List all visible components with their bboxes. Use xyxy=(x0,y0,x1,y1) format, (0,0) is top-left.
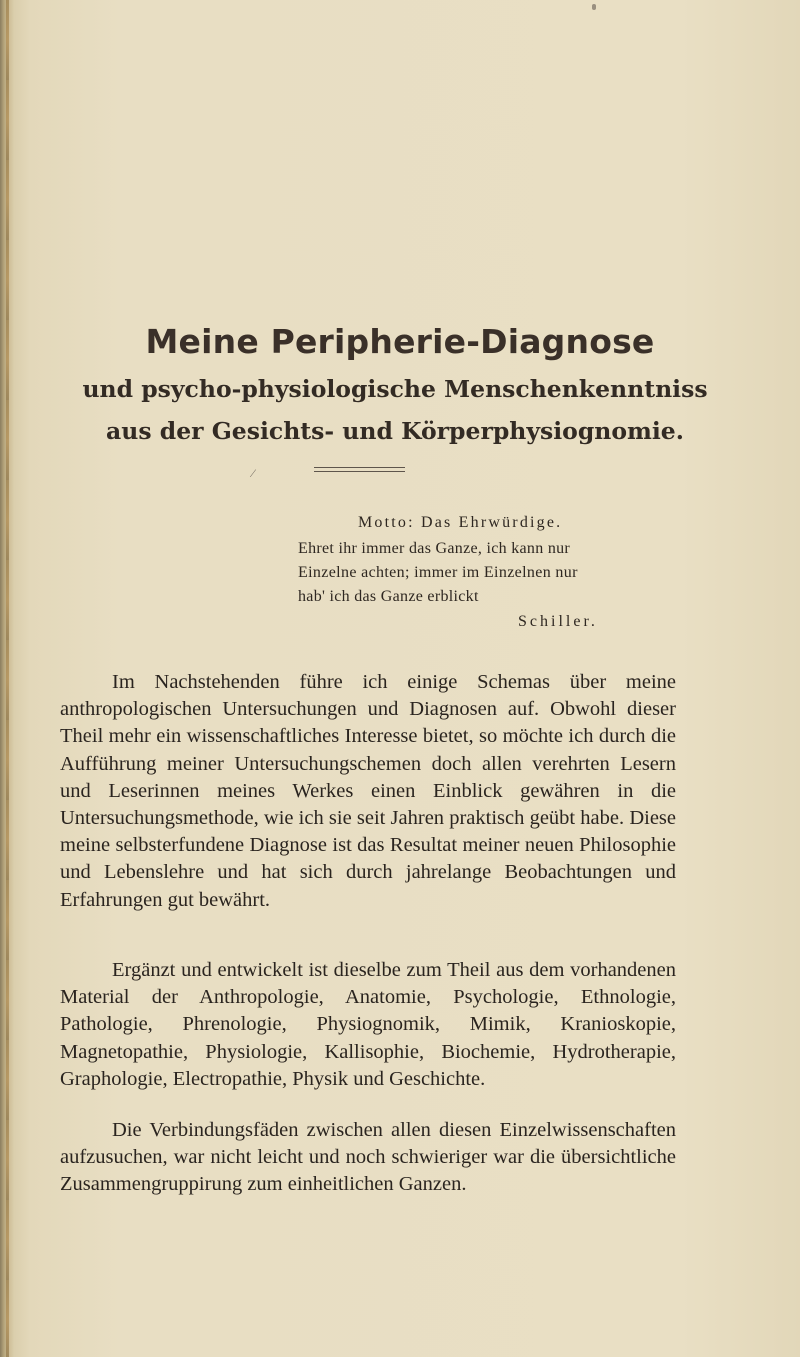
paragraph-text: Im Nachstehenden führe ich einige Schemas über meine anthropologischen Untersuchungen und Diagnosen auf. Obwohl dieser Theil mehr ein wissenschaftliches Interesse bietet, so möchte ich durch die Aufführung meiner Untersuchungschemen doch allen verehrten Lesern und Leserinnen meines Werkes einen Einblick gewähren in die Untersuchungsmethode, wie ich sie seit Jahren praktisch geübt habe. Diese meine selbsterfundene Diagnose ist das Resultat meiner neuen Philosophie und Lebenslehre und hat sich durch jahrelange Beobachtungen und Erfahrungen gut bewährt. xyxy=(60,671,676,911)
motto-heading: Motto: Das Ehrwürdige. xyxy=(358,514,563,531)
body-paragraph-2 xyxy=(60,957,676,1093)
body-paragraph-3 xyxy=(60,1117,676,1199)
body-paragraph-1 xyxy=(60,669,676,914)
subtitle-line-1: und psycho-physiologische Menschenkenntniss xyxy=(82,375,708,403)
paragraph-text: Ergänzt und entwickelt ist dieselbe zum Theil aus dem vorhandenen Material der Anthropologie, Anatomie, Psychologie, Ethnologie, Pathologie, Phrenologie, Physiognomik, Mimik, Kranioskopie, Magnetopathie, Physiologie, Kallisophie, Biochemie, Hydrotherapie, Graphologie, Electropathie, Physik und Geschichte. xyxy=(60,959,676,1090)
subtitle-line-2: aus der Gesichts- und Körperphysiognomie. xyxy=(106,417,684,445)
pen-mark: ⁄ xyxy=(252,466,255,480)
paragraph-text: Die Verbindungsfäden zwischen allen diesen Einzelwissenschaften aufzusuchen, war nicht leicht und noch schwieriger war die übersichtliche Zusammengruppirung zum einheitlichen Ganzen. xyxy=(60,1119,676,1196)
page-title: Meine Peripherie-Diagnose xyxy=(145,322,655,361)
motto-verse-line-2: Einzelne achten; immer im Einzelnen nur xyxy=(298,564,578,581)
binding-thread xyxy=(6,0,9,1357)
print-speck xyxy=(592,4,596,10)
divider-rule-top xyxy=(314,467,405,468)
motto-verse-line-1: Ehret ihr immer das Ganze, ich kann nur xyxy=(298,540,571,557)
motto-author: Schiller. xyxy=(518,613,598,630)
divider-rule-bottom xyxy=(314,471,405,472)
motto-verse-line-3: hab' ich das Ganze erblickt xyxy=(298,588,479,605)
